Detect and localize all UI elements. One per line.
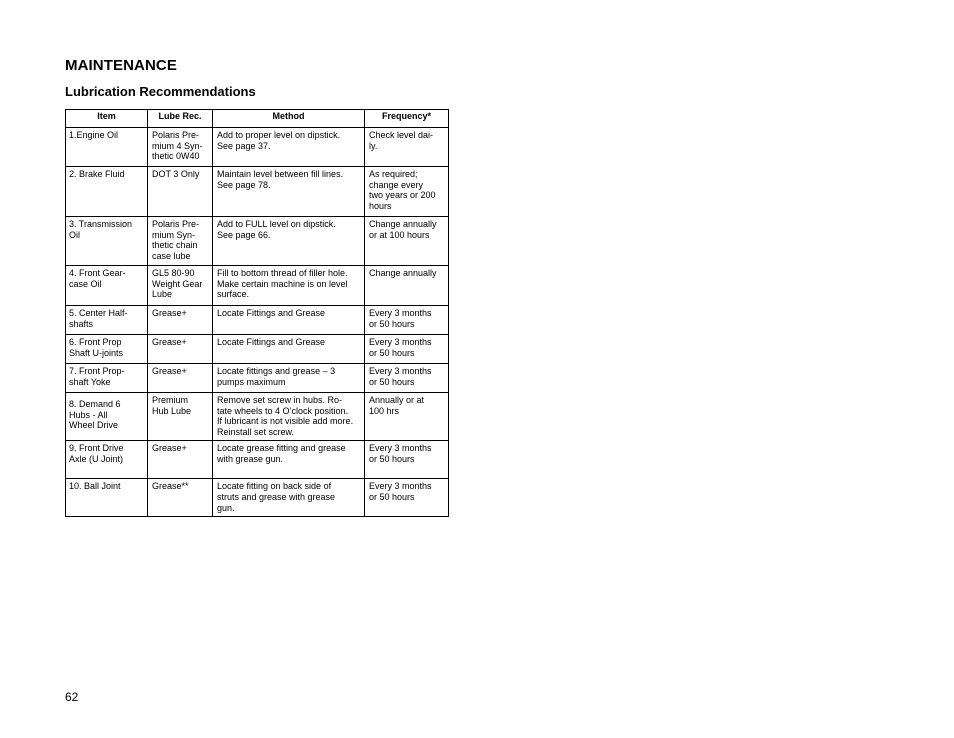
method-cell: Maintain level between fill lines. See page 78.	[213, 167, 365, 217]
lube-cell: GL5 80-90 Weight Gear Lube	[148, 266, 213, 306]
lube-cell: DOT 3 Only	[148, 167, 213, 217]
table-row	[66, 266, 449, 306]
frequency-cell: Every 3 months or 50 hours	[365, 441, 449, 479]
frequency-cell: Change annually or at 100 hours	[365, 217, 449, 266]
table-row	[66, 167, 449, 217]
frequency-cell: Every 3 months or 50 hours	[365, 479, 449, 517]
method-cell: Locate Fittings and Grease	[213, 306, 365, 335]
page-number: 62	[65, 690, 79, 704]
column-header-frequency: Frequency*	[365, 110, 449, 128]
lube-cell: Polaris Pre- mium Syn- thetic chain case lube	[148, 217, 213, 266]
frequency-cell: As required; change every two years or 200 hours	[365, 167, 449, 217]
table-row	[66, 479, 449, 517]
method-cell: Remove set screw in hubs. Ro- tate wheels to 4 O’clock position. If lubricant is not visible add more. Reinstall set screw.	[213, 393, 365, 441]
column-header-item: Item	[66, 110, 148, 128]
frequency-cell: Change annually	[365, 266, 449, 306]
item-cell: 9. Front Drive Axle (U Joint)	[66, 441, 148, 479]
subsection-title: Lubrication Recommendations	[65, 84, 256, 99]
item-cell: 4. Front Gear- case Oil	[66, 266, 148, 306]
item-cell: 10. Ball Joint	[66, 479, 148, 517]
table-row	[66, 441, 449, 479]
item-cell: 3. Transmission Oil	[66, 217, 148, 266]
method-cell: Fill to bottom thread of filler hole. Make certain machine is on level surface.	[213, 266, 365, 306]
item-cell: 2. Brake Fluid	[66, 167, 148, 217]
table-row	[66, 306, 449, 335]
frequency-cell: Every 3 months or 50 hours	[365, 306, 449, 335]
lube-cell: Grease+	[148, 335, 213, 364]
lube-cell: Polaris Pre- mium 4 Syn- thetic 0W40	[148, 128, 213, 167]
item-cell: 1.Engine Oil	[66, 128, 148, 167]
table-row	[66, 335, 449, 364]
section-title: MAINTENANCE	[65, 57, 177, 74]
lubrication-table	[65, 109, 449, 517]
lube-cell: Premium Hub Lube	[148, 393, 213, 441]
column-header-method: Method	[213, 110, 365, 128]
method-cell: Add to FULL level on dipstick. See page 66.	[213, 217, 365, 266]
method-cell: Add to proper level on dipstick. See page 37.	[213, 128, 365, 167]
lube-cell: Grease+	[148, 441, 213, 479]
lube-cell: Grease+	[148, 306, 213, 335]
table-header-row	[66, 110, 449, 128]
item-cell: 7. Front Prop- shaft Yoke	[66, 364, 148, 393]
item-cell: 8. Demand 6 Hubs - All Wheel Drive	[66, 393, 148, 441]
table-row	[66, 393, 449, 441]
table-row	[66, 364, 449, 393]
frequency-cell: Annually or at 100 hrs	[365, 393, 449, 441]
table-row	[66, 128, 449, 167]
method-cell: Locate fitting on back side of struts and grease with grease gun.	[213, 479, 365, 517]
table-row	[66, 217, 449, 266]
lube-cell: Grease**	[148, 479, 213, 517]
column-header-lube-rec: Lube Rec.	[148, 110, 213, 128]
method-cell: Locate Fittings and Grease	[213, 335, 365, 364]
lube-cell: Grease+	[148, 364, 213, 393]
frequency-cell: Every 3 months or 50 hours	[365, 335, 449, 364]
method-cell: Locate grease fitting and grease with grease gun.	[213, 441, 365, 479]
item-cell: 5. Center Half- shafts	[66, 306, 148, 335]
item-cell: 6. Front Prop Shaft U-joints	[66, 335, 148, 364]
frequency-cell: Check level dai- ly.	[365, 128, 449, 167]
method-cell: Locate fittings and grease – 3 pumps maximum	[213, 364, 365, 393]
frequency-cell: Every 3 months or 50 hours	[365, 364, 449, 393]
